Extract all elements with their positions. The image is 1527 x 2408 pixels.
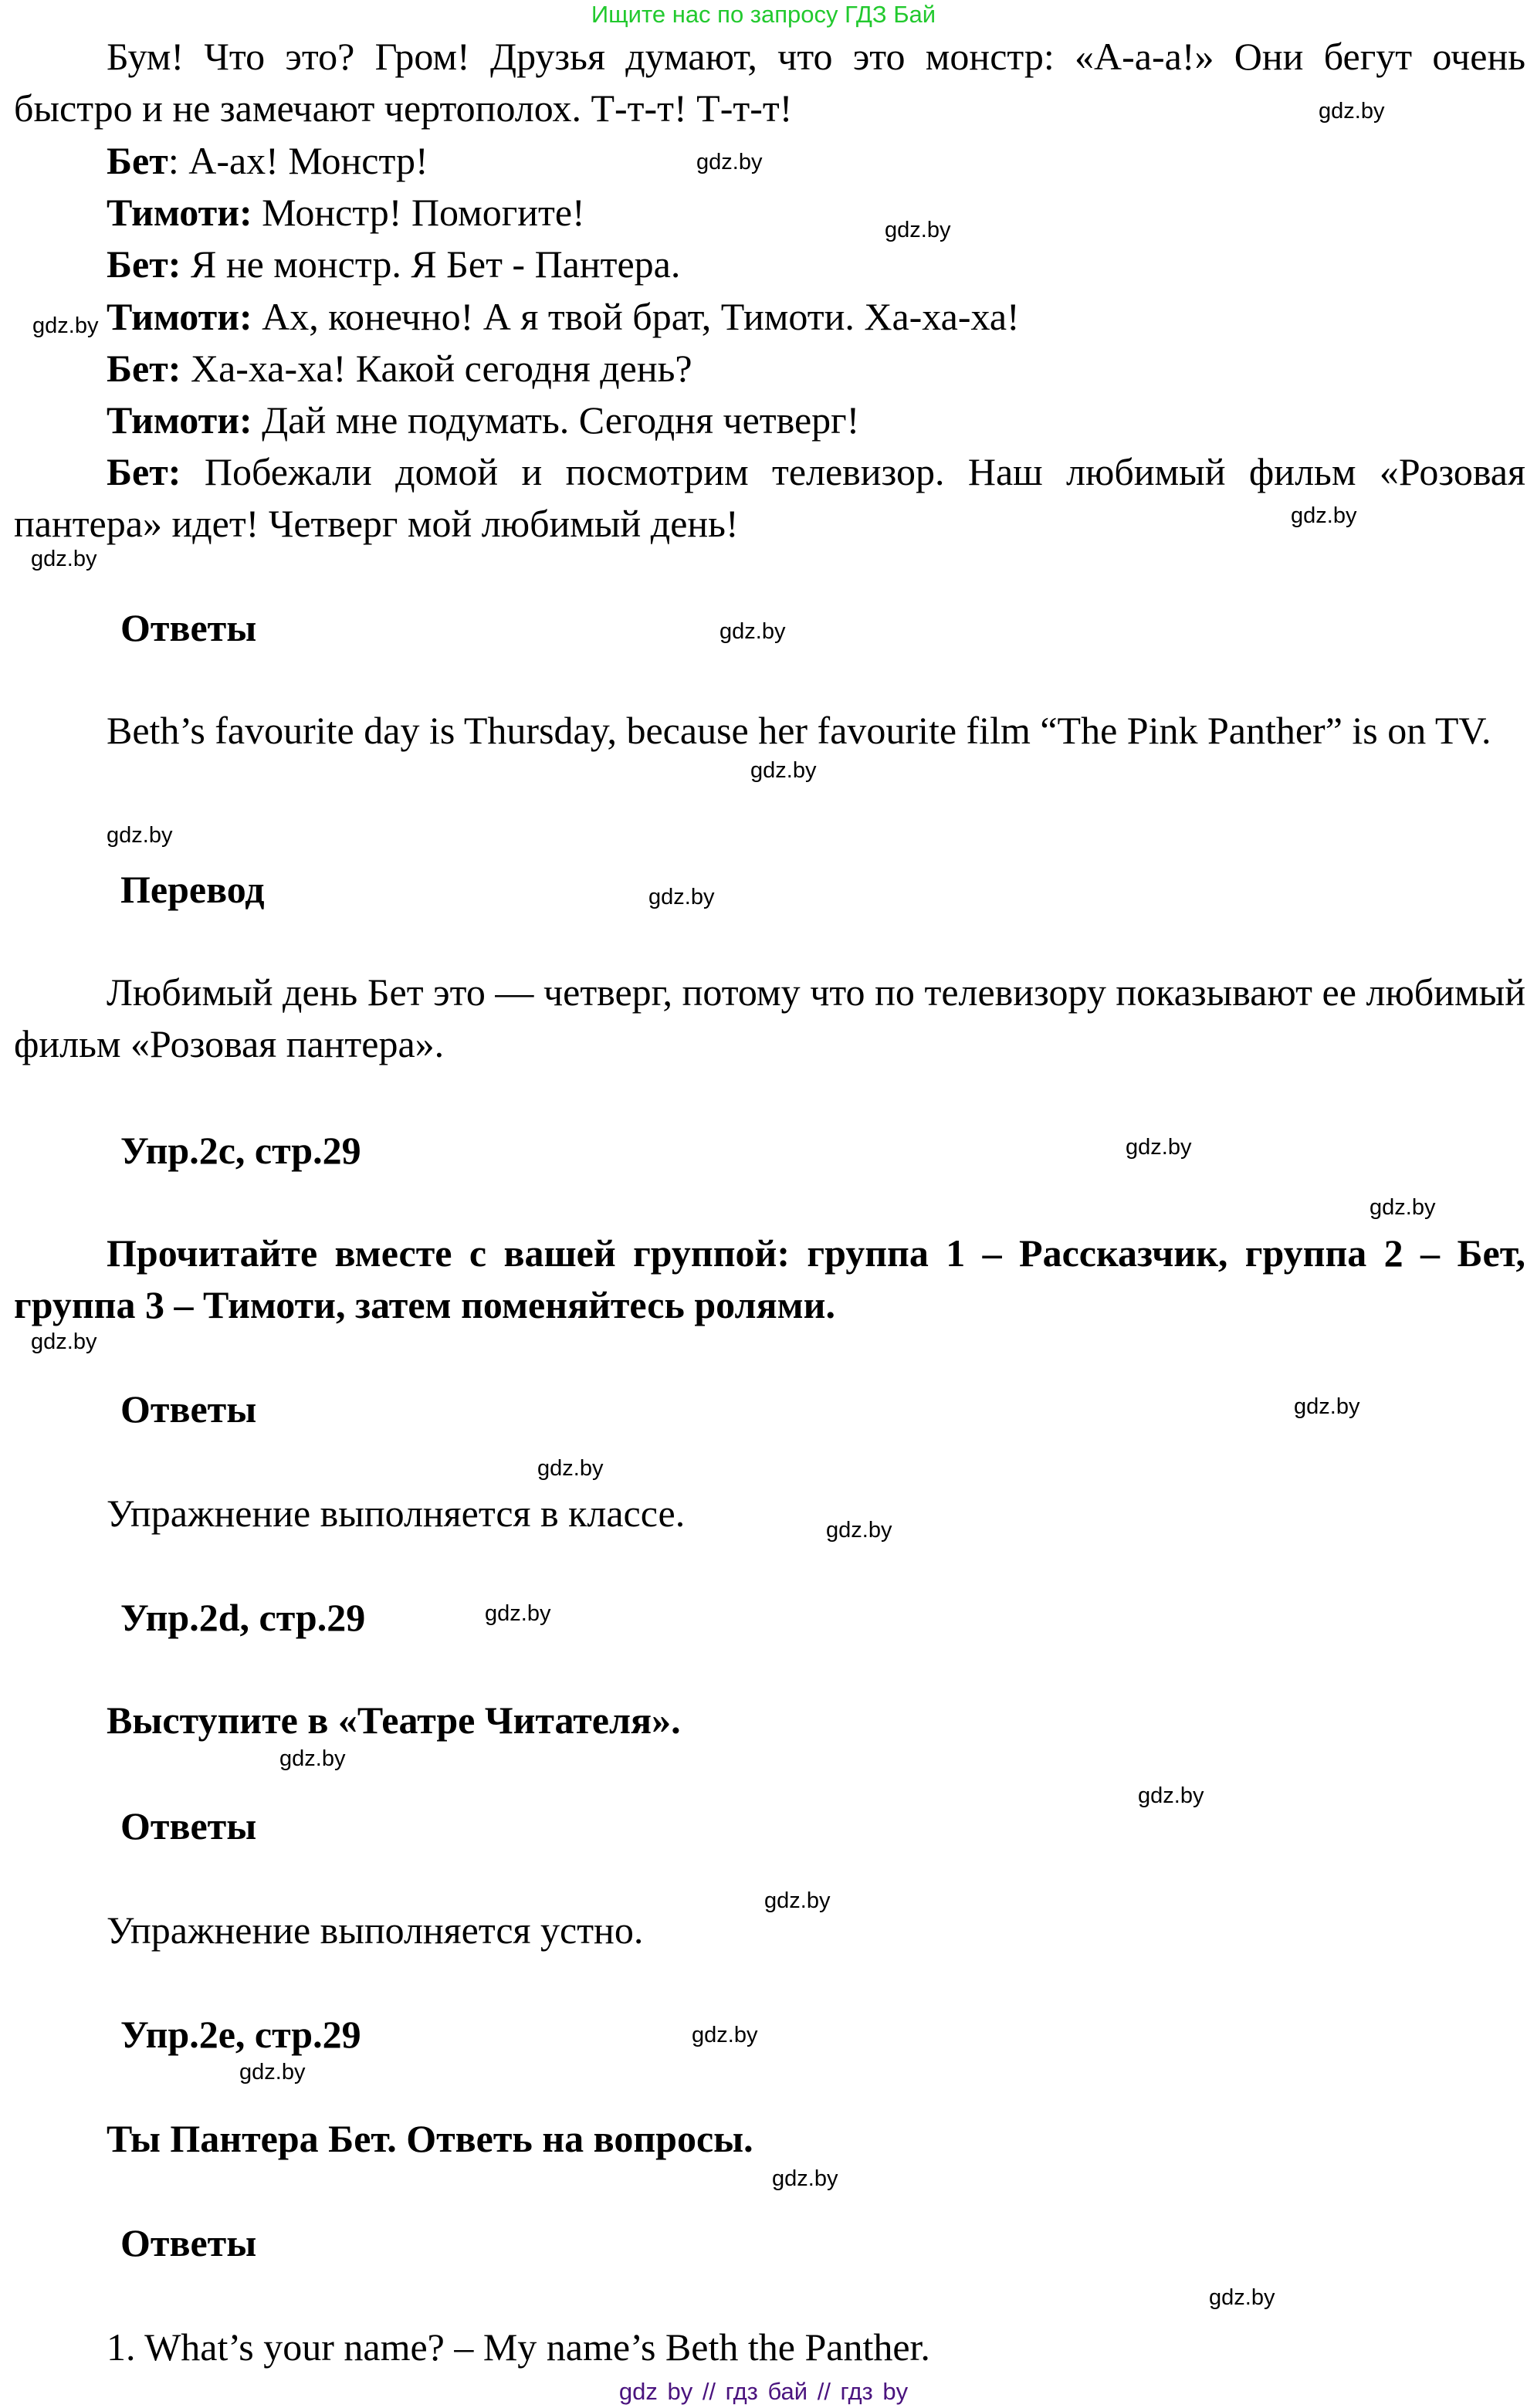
dialogue-text: Ах, конечно! А я твой брат, Тимоти. Ха-ха-ха! [262,295,1020,338]
exercise-task-2e: Ты Пантера Бет. Ответь на вопросы. [107,2117,753,2160]
watermark: gdz.by [32,313,99,338]
answer-text: Упражнение выполняется устно. [107,1908,644,1952]
watermark: gdz.by [648,885,715,909]
watermark: gdz.by [885,218,951,242]
dialogue-line: Бет: А-ах! Монстр! [107,139,428,182]
exercise-task-2c: Прочитайте вместе с вашей группой: группа 1 – Рассказчик, группа 2 – Бет, группа 3 – Тимоти, затем поменяйтесь ролями. [14,1231,1525,1326]
dialogue-text: Побежали домой и посмотрим телевизор. Наш любимый фильм «Розовая пантера» идет! Четверг мой любимый день! [14,450,1525,545]
watermark: gdz.by [1370,1195,1436,1220]
watermark: gdz.by [692,2023,758,2047]
answers-heading: Ответы [120,606,257,649]
footer-banner[interactable]: gdz by // гдз бай // гдз by [618,2378,909,2405]
dialogue-line [14,446,1525,550]
exercise-title-2c: Упр.2с, стр.29 [120,1129,361,1172]
dialogue-line [14,293,1527,340]
dialogue-text: А-ах! Монстр! [188,139,428,182]
watermark: gdz.by [239,2060,306,2085]
search-banner[interactable]: Ищите нас по запросу ГДЗ Бай [591,1,936,28]
watermark: gdz.by [1209,2285,1275,2310]
exercise-title-2d: Упр.2d, стр.29 [120,1596,366,1639]
story-narration: Бум! Что это? Гром! Друзья думают, что это монстр: «А-а-а!» Они бегут очень быстро и не замечают чертополох. Т-т-т! Т-т-т! [14,35,1525,130]
watermark: gdz.by [1126,1135,1192,1160]
dialogue-text: Монстр! Помогите! [262,191,585,234]
translation-text: Любимый день Бет это — четверг, потому что по телевизору показывают ее любимый фильм «Розовая пантера». [14,970,1525,1065]
watermark: gdz.by [1291,503,1357,528]
speaker-name: Тимоти: [107,295,252,338]
speaker-name: Бет: [107,450,181,493]
watermark: gdz.by [107,823,173,848]
dialogue-line [14,345,1527,391]
answers-heading: Ответы [120,1387,257,1431]
exercise-task-2d: Выступите в «Театре Читателя». [107,1698,681,1742]
exercise-title-2e: Упр.2e, стр.29 [120,2013,361,2056]
watermark: gdz.by [1138,1783,1204,1808]
dialogue-text: Ха-ха-ха! Какой сегодня день? [190,347,692,390]
speaker-name: Бет: [107,347,181,390]
watermark: gdz.by [1294,1394,1360,1419]
watermark: gdz.by [279,1746,346,1771]
watermark: gdz.by [719,619,786,644]
answer-text: Упражнение выполняется в классе. [107,1492,686,1535]
watermark: gdz.by [485,1601,551,1626]
watermark: gdz.by [764,1888,831,1913]
dialogue-line [14,241,1527,287]
dialogue-text: Дай мне подумать. Сегодня четверг! [262,398,860,442]
speaker-name: Бет: [107,242,181,286]
watermark: gdz.by [31,547,97,571]
watermark: gdz.by [772,2166,838,2191]
watermark: gdz.by [537,1456,604,1481]
watermark: gdz.by [1319,99,1385,124]
watermark: gdz.by [696,150,763,174]
speaker-name: Тимоти: [107,398,252,442]
speaker-name: Тимоти: [107,191,252,234]
answers-heading: Ответы [120,2221,257,2264]
watermark: gdz.by [31,1329,97,1354]
dialogue-text: Я не монстр. Я Бет - Пантера. [190,242,681,286]
watermark: gdz.by [750,758,817,783]
dialogue-line [14,189,1527,235]
answer-item: 1. What’s your name? – My name’s Beth the Panther. [107,2325,930,2369]
dialogue-line [14,397,1527,443]
watermark: gdz.by [826,1518,892,1543]
translation-heading: Перевод [120,868,265,911]
speaker-name: Бет [107,139,168,182]
answers-heading: Ответы [120,1804,257,1847]
answer-text: Beth’s favourite day is Thursday, because her favourite film “The Pink Panther” is on TV. [107,709,1491,752]
